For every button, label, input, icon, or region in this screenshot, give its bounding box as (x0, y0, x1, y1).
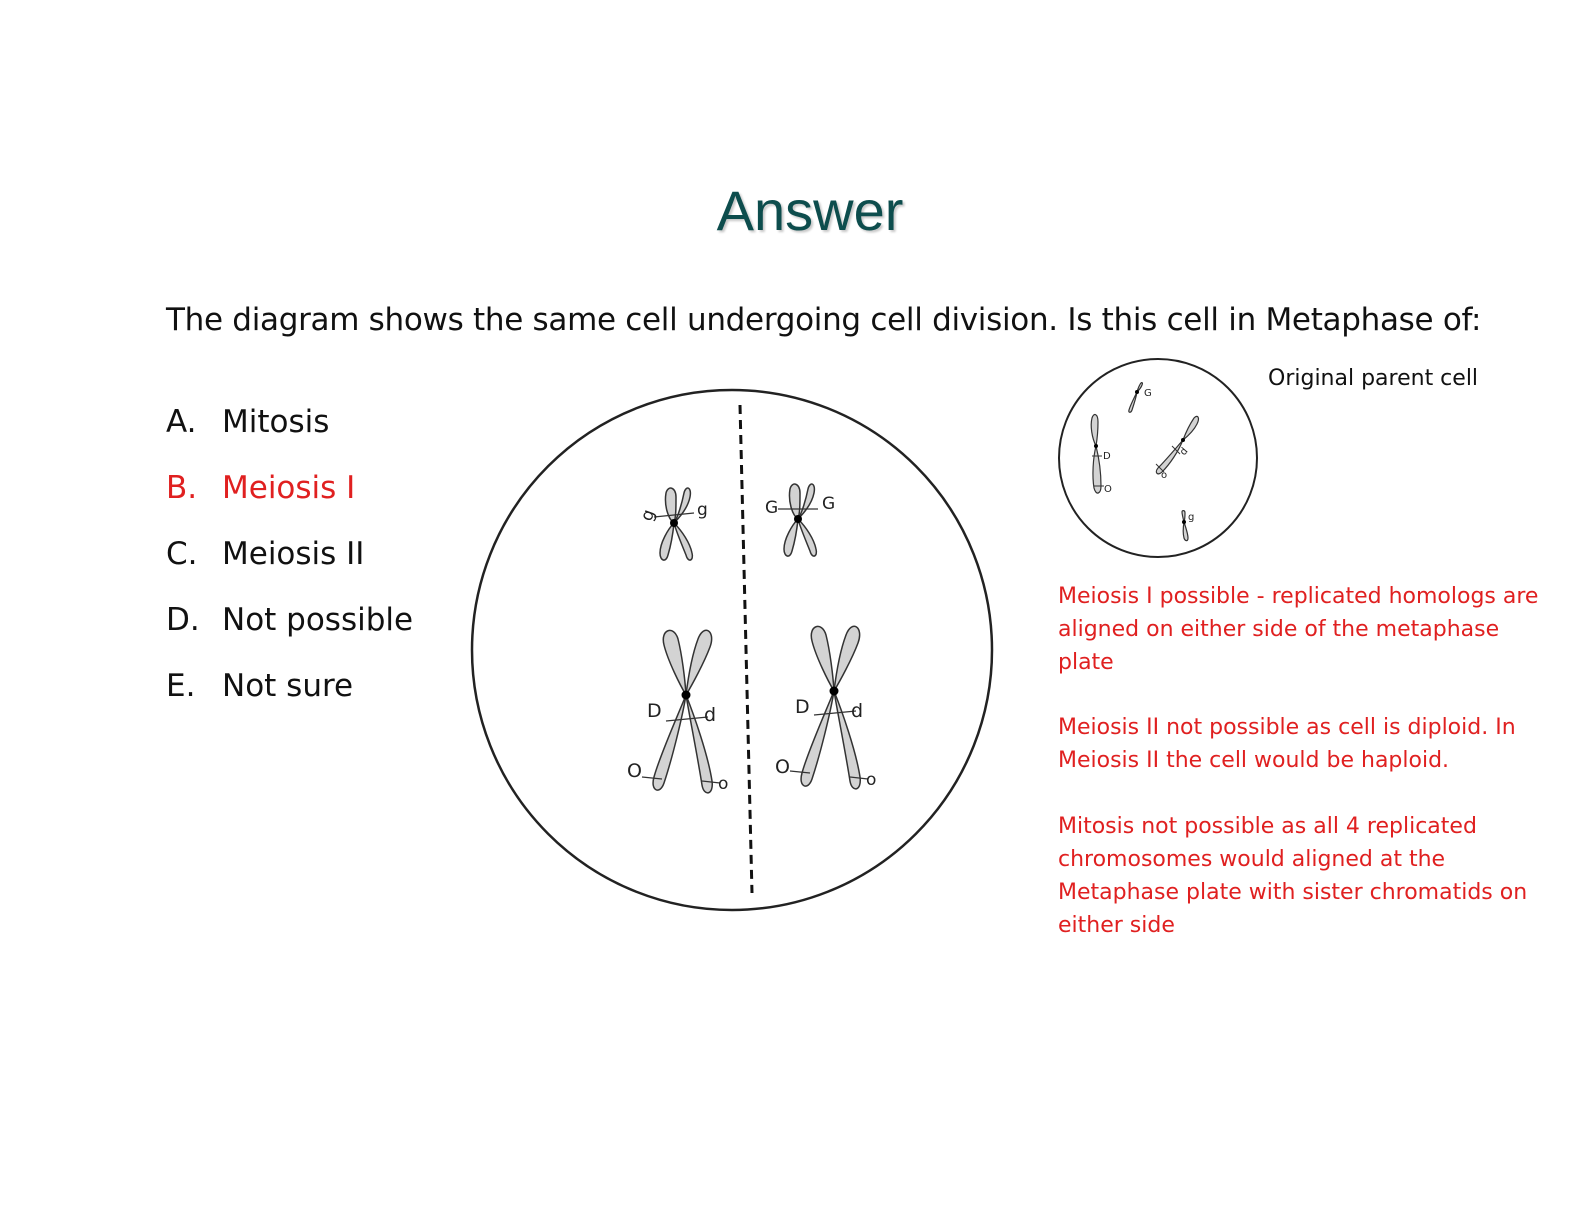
option-b-text: Meiosis I (222, 470, 356, 506)
allele-label-G-1: G (765, 498, 779, 518)
allele-label-g-2: g (697, 500, 708, 520)
parent-chromosome-do (1156, 416, 1198, 473)
original-parent-cell-label: Original parent cell (1268, 366, 1479, 391)
option-b-letter: B. (166, 470, 198, 506)
parent-allele-G: G (1144, 388, 1152, 399)
allele-label-o-1: o (718, 774, 729, 794)
allele-label-d-2: d (851, 700, 864, 722)
slide-title: Answer (716, 179, 904, 242)
option-c-text: Meiosis II (222, 536, 365, 572)
parent-allele-O: O (1104, 484, 1112, 495)
option-d-letter: D. (166, 602, 200, 638)
option-c-letter: C. (166, 536, 198, 572)
option-a-text: Mitosis (222, 404, 330, 440)
allele-label-O-2: O (775, 756, 790, 778)
small-chromosome-right (778, 484, 818, 556)
allele-label-G-2: G (822, 494, 836, 514)
explanation-mitosis: Mitosis not possible as all 4 replicated chromosomes would aligned at the Metaphase plate with sister chromatids on either side (1058, 814, 1528, 938)
explanation-meiosis-2: Meiosis II not possible as cell is diploid. In Meiosis II the cell would be haploid. (1058, 715, 1516, 773)
parent-allele-o: o (1161, 470, 1168, 481)
original-cell-membrane (1059, 359, 1257, 557)
small-chromosome-left (654, 488, 694, 560)
option-e-text: Not sure (222, 668, 354, 704)
metaphase-plate-line (740, 405, 752, 893)
dividing-cell-membrane (472, 390, 992, 910)
question-text: The diagram shows the same cell undergoing cell division. Is this cell in Metaphase of: (166, 302, 1482, 338)
parent-allele-D: D (1103, 451, 1111, 462)
allele-label-d-1: d (704, 704, 717, 726)
parent-chromosome-G (1129, 383, 1143, 413)
parent-allele-d: d (1178, 445, 1191, 458)
option-e-letter: E. (166, 668, 196, 704)
allele-label-g-1: g (636, 506, 660, 524)
allele-label-D-1: D (647, 700, 662, 722)
allele-label-D-2: D (795, 696, 810, 718)
option-d-text: Not possible (222, 602, 414, 638)
allele-label-O-1: O (627, 760, 642, 782)
allele-label-o-2: o (866, 770, 877, 790)
parent-allele-g: g (1188, 512, 1195, 523)
explanation-meiosis-1: Meiosis I possible - replicated homologs are aligned on either side of the metaphase plate (1058, 584, 1539, 675)
option-a-letter: A. (166, 404, 197, 440)
